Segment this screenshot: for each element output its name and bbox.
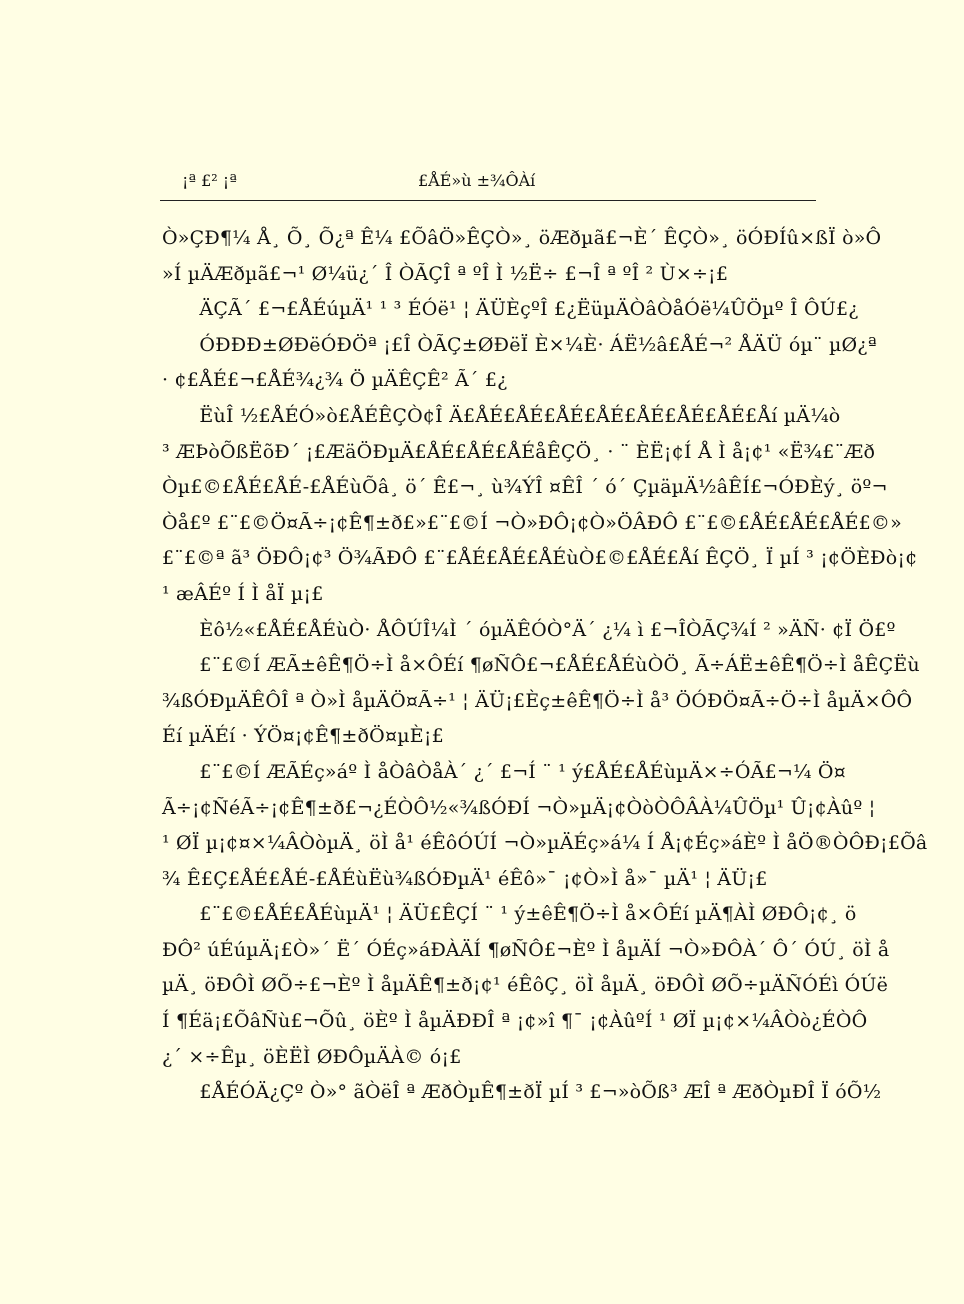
running-header: [160, 165, 816, 201]
text-line: ÓÐÐÐ±ØÐëÓÐÖª ¡£Î ÒÃÇ±ØÐëÏ È×¼È· ÁË½â£ÅÉ¬² ÅÄÜ óµ¨ µØ¿ª: [162, 333, 877, 356]
text-line: £¨£©Í ÆÃÉç»áº Ì åÒâÒåÀ´ ¿´ £¬Í ¨ ¹ ý£ÅÉ£ÅÉùµÄ×÷ÓÃ£¬¼ Ö¤: [162, 760, 846, 783]
text-line: ¾ Ê£Ç£ÅÉ£ÅÉ-£ÅÉùËù¾ßÓÐµÄ¹ éÊô»¯ ¡¢Ò»Ì å»¯ µÄ¹ ¦ ÄÜ¡£: [162, 867, 768, 890]
text-line: £¨£©£ÅÉ£ÅÉùµÄ¹ ¦ ÄÜ£ÊÇÍ ¨ ¹ ý±êÊ¶Ö÷Ì å×ÔÉí µÄ¶ÀÌ ØÐÔ¡¢¸ ö: [162, 903, 857, 926]
text-line: £¨£©Í ÆÃ±êÊ¶Ö÷Ì å×ÔÉí ¶øÑÔ£¬£ÅÉ£ÅÉùÒÖ¸ Ã÷ÁË±êÊ¶Ö÷Ì åÊÇËù: [162, 654, 920, 677]
running-title: £ÅÉ»ù ±¾ÔÀí: [418, 171, 536, 190]
text-line: Í ¶Éä¡£ÕâÑù£¬Õû¸ öÈº Ì åµÄÐÐÎ ª ¡¢»î ¶¯ ¡¢ÀûºÍ ¹ ØÏ µ¡¢×¼ÂÒò¿ÉÒÔ: [162, 1010, 868, 1033]
text-line: ËùÎ ½£ÅÉÓ»ò£ÅÉÊÇÒ¢Î Ä£ÅÉ£ÅÉ£ÅÉ£ÅÉ£ÅÉ£ÅÉ£ÅÉ£Åí µÄ¼ò: [162, 404, 841, 427]
text-line: ÐÔ² úÉúµÄ¡£Ò»´ Ë´ ÓÉç»áÐÀÄÍ ¶øÑÔ£¬Èº Ì åµÄÍ ¬Ò»ÐÔÀ´ Ô´ ÓÚ¸ öÌ å: [162, 938, 890, 961]
text-line: Ã÷¡¢ÑéÃ÷¡¢Ê¶±ð£¬¿ÉÒÔ½«¾ßÓÐÍ ¬Ò»µÄ¡¢ÒòÒÔÂÀ¼ÛÖµ¹ Û¡¢Àûº ¦: [162, 796, 876, 819]
body-text: [162, 221, 928, 1111]
text-line: µÄ¸ öÐÔÌ ØÕ÷£¬Èº Ì åµÄÊ¶±ð¡¢¹ éÊôÇ¸ öÌ åµÄ¸ öÐÔÌ ØÕ÷µÄÑÓÉì ÓÚë: [162, 974, 889, 997]
text-line: Éí µÄÉí · ÝÖ¤¡¢Ê¶±ðÖ¤µÈ¡£: [162, 725, 444, 748]
text-line: Òµ£©£ÅÉ£ÅÉ-£ÅÉùÕâ¸ ö´ Ê£¬¸ ù¾ÝÎ ¤ÊÎ ´ ó´ ÇµäµÄ½âÊÍ£¬ÓÐÈý¸ öº¬: [162, 476, 888, 499]
text-line: Ò»ÇÐ¶¼ Å¸ Õ¸ Õ¿ª Ê¼ £ÕâÖ»ÊÇÒ»¸ öÆðµã£¬È´ ÊÇÒ»¸ öÓÐÍû×ßÏ ò»Ô: [162, 227, 882, 249]
header-rule: [160, 200, 816, 201]
text-line: ³ ÆÞòÕßËõÐ´ ¡£ÆäÖÐµÄ£ÅÉ£ÅÉ£ÅÉåÊÇÖ¸ · ¨ ÈË¡¢Í Å Ì å¡¢¹ «Ë¾£¨Æð: [162, 440, 876, 463]
text-line: Òå£º £¨£©Ö¤Ã÷¡¢Ê¶±ð£»£¨£©Í ¬Ò»ÐÔ¡¢Ò»ÖÂÐÔ £¨£©£ÅÉ£ÅÉ£ÅÉ£©»: [162, 511, 902, 534]
text-line: ¹ æÂÉº Í Ì åÏ µ¡£: [162, 582, 324, 605]
text-line: ÄÇÃ´ £¬£ÅÉúµÄ¹ ¹ ³ ÉÓë¹ ¦ ÄÜÈçºÎ £¿ËüµÄÒâÒåÓë¼ÛÖµº Î ÔÚ£¿: [162, 298, 859, 321]
text-line: »Í µÄÆðµã£¬¹ Ø¼ü¿´ Î ÒÃÇÎ ª ºÎ Ì ½Ë÷ £¬Î ª ºÎ ² Ù×÷¡£: [162, 262, 729, 285]
page-number: ¡ª £² ¡ª: [182, 171, 237, 190]
text-line: · ¢£ÅÉ£¬£ÅÉ¾¿¾ Ö µÄÊÇÊ² Ã´ £¿: [162, 369, 508, 392]
text-line: Èô½«£ÅÉ£ÅÉùÒ· ÅÔÚÎ¼Ì ´ óµÄÊÓÒ°Ä´ ¿¼ ì £¬ÎÒÃÇ¾Í ² »ÄÑ· ¢Ï Ö£º: [162, 618, 896, 641]
text-line: ¾ßÓÐµÄÊÔÎ ª Ò»Ì åµÄÖ¤Ã÷¹ ¦ ÄÜ¡£Èç±êÊ¶Ö÷Ì å³ ÖÓÐÖ¤Ã÷Ö÷Ì åµÄ×ÔÔ: [162, 689, 913, 712]
text-line: £ÅÉÓÄ¿Çº Ò»° ãÒëÎ ª ÆðÒµÊ¶±ðÏ µÍ ³ £¬»òÕß³ ÆÎ ª ÆðÒµÐÎ Ï óÕ½: [162, 1081, 882, 1104]
text-line: ¿´ ×÷Êµ¸ öÈËÌ ØÐÔµÄÀ© ó¡£: [162, 1045, 462, 1068]
text-line: ¹ ØÏ µ¡¢¤×¼ÂÒòµÄ¸ öÌ å¹ éÊôÓÚÍ ¬Ò»µÄÉç»á¼ Í Å¡¢Éç»áÈº Ì åÖ®ÒÔÐ¡£Õâ: [162, 832, 928, 855]
text-line: £¨£©ª ã³ ÖÐÔ¡¢³ Ö¾ÃÐÔ £¨£ÅÉ£ÅÉ£ÅÉùÒ£©£ÅÉ£Åí ÊÇÖ¸ Ï µÍ ³ ¡¢ÖÈÐò¡¢: [162, 547, 918, 570]
